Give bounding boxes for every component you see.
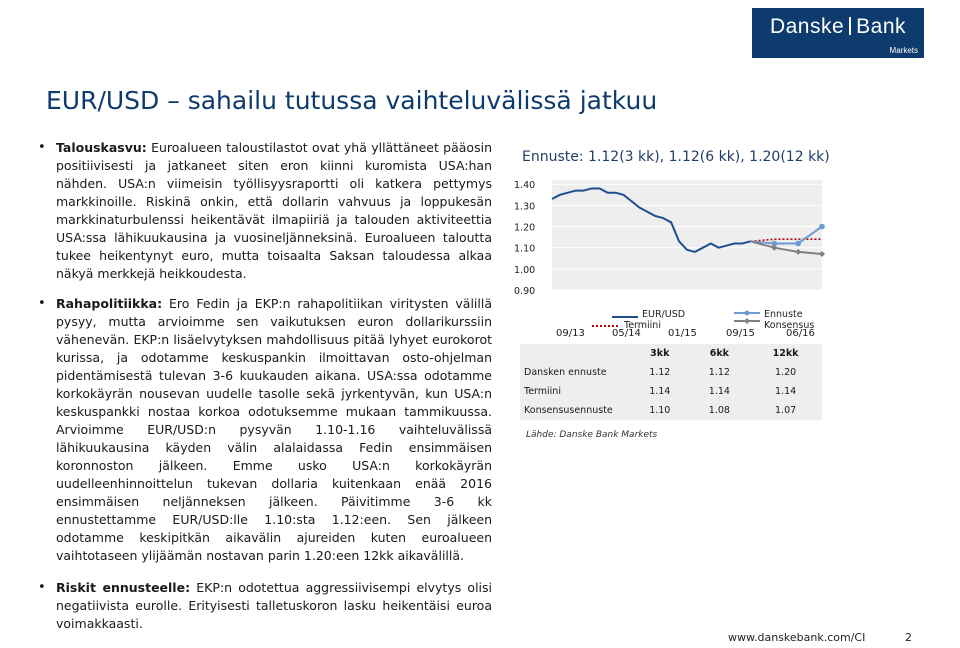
y-tick-label: 1.40 xyxy=(514,180,536,192)
chart-heading: Ennuste: 1.12(3 kk), 1.12(6 kk), 1.20(12 kk) xyxy=(522,149,830,165)
table-header-cell: 3kk xyxy=(650,348,670,359)
x-tick-label: 09/13 xyxy=(556,328,585,339)
table-cell: 1.12 xyxy=(708,367,730,378)
plot-area xyxy=(552,180,822,290)
y-tick-label: 0.90 xyxy=(514,286,536,297)
x-tick-label: 06/16 xyxy=(786,328,815,339)
table-header-cell xyxy=(520,344,630,363)
table-cell: 1.10 xyxy=(649,405,671,416)
series-point xyxy=(819,224,825,230)
logo-subtitle: Markets xyxy=(889,46,918,55)
bullet-risks xyxy=(38,579,492,633)
table-row xyxy=(520,363,822,382)
table-header-row xyxy=(520,344,822,363)
table-cell: 1.12 xyxy=(649,367,671,378)
logo-name-left: Danske xyxy=(769,15,845,38)
bullet-monetary xyxy=(38,295,492,565)
bullet-growth-text: Euroalueen taloustilastot ovat yhä yllättäneet pääosin positiivisesti ja jatkaneet siten eron kiinni kuromista USA:han nähden. USA:n viimeisin työllisyysraportti oli katkera pettymys markkinoille. Riskinä onkin, että dollarin vahvuus ja loppukesän markkinaturbulenssi heikentävät ilmapiiriä ja talouden aktiviteettia USA:ssa lähikuukausina ja vuosineljänneksinä. Euroalueen taloutta tukee heikentynyt euro, mutta toisaalta Saksan taloudessa alkaa näkyä merkkejä heikkoudesta. xyxy=(56,140,492,281)
page-title: EUR/USD – sahailu tutussa vaihteluvälissä jatkuu xyxy=(46,86,658,115)
bullet-growth-label: Talouskasvu: xyxy=(56,140,147,155)
legend-label: EUR/USD xyxy=(642,309,686,320)
table-cell: 1.08 xyxy=(708,405,730,416)
table-cell: 1.14 xyxy=(649,386,671,397)
table-cell: 1.14 xyxy=(708,386,730,397)
legend-label: Konsensus xyxy=(764,320,815,331)
legend-label: Termiini xyxy=(624,320,661,331)
table-header-cell: 12kk xyxy=(772,348,799,359)
logo-name-right: Bank xyxy=(856,15,907,38)
chart-source: Lähde: Danske Bank Markets xyxy=(526,430,658,440)
footer-link[interactable]: www.danskebank.com/CI xyxy=(728,631,866,644)
bullet-risks-text: EKP:n odotettua aggressiivisempi elvytys olisi negatiivista eurolle. Erityisesti talletuskoron lasku heikentäisi euroa voimakkaasti. xyxy=(56,580,492,631)
table-cell: Termiini xyxy=(524,386,561,397)
page-number: 2 xyxy=(905,631,912,644)
logo-separator xyxy=(849,17,851,35)
table-cell: 1.20 xyxy=(775,367,797,378)
forecast-table xyxy=(520,344,822,420)
y-tick-label: 1.00 xyxy=(514,264,536,276)
table-cell: Dansken ennuste xyxy=(524,367,607,378)
logo-wordmark xyxy=(752,15,924,39)
y-tick-label: 1.30 xyxy=(514,201,536,213)
eurusd-chart xyxy=(512,178,830,343)
x-tick-label: 05/14 xyxy=(612,328,641,339)
table-cell: Konsensusennuste xyxy=(524,405,613,416)
table-cell: 1.07 xyxy=(775,405,797,416)
table-cell: 1.14 xyxy=(775,386,797,397)
y-tick-label: 1.20 xyxy=(514,222,536,234)
series-point xyxy=(795,241,801,247)
bullet-monetary-text: Ero Fedin ja EKP:n rahapolitiikan viritysten välillä pysyy, mutta arvioimme sen vaikutuksen euron dollarikurssiin vähenevän. EKP:n lisäelvytyksen mahdollisuus pitää lyhyet eurokorot kurissa, ja odotamme keskuspankin ilmoittavan osto-ohjelman pidentämisestä tulevan 3-6 kuukauden aikana. USA:ssa odotamme korkokäyrän nousevan uudelle tasolle sekä jyrkentyvän, kun USA:n keskuspankki nostaa korkoa odotuksemme mukaan tammikuussa. Arvioimme EUR/USD:n pysyvän 1.10-1.16 vaihteluvälissä lähikuukausina käyden välin alalaidassa Fedin ensimmäisen koronnoston jälkeen. Emme usko USA:n korkokäyrän uudelleenhinnoittelun tukevan dollaria kuitenkaan enää 2016 ensimmäisen neljänneksen jälkeen. Päivitimme 3-6 kk ennustettamme EUR/USD:lle 1.10:sta 1.12:een. Sen jälkeen odotamme keskipitkän aikavälin ajureiden kuten euroalueen vaihtotaseen ylijäämän nostavan parin 1.20:een 12kk aikavälillä. xyxy=(56,296,492,563)
x-tick-label: 01/15 xyxy=(668,328,697,339)
legend-marker xyxy=(745,311,750,316)
bullet-growth xyxy=(38,139,492,283)
table-row xyxy=(520,382,822,401)
legend-label: Ennuste xyxy=(764,309,803,320)
bullet-monetary-label: Rahapolitiikka: xyxy=(56,296,163,311)
table-header-cell: 6kk xyxy=(709,348,729,359)
legend-marker xyxy=(744,318,750,324)
bullet-list xyxy=(38,139,492,633)
bullet-risks-label: Riskit ennusteelle: xyxy=(56,580,191,595)
y-tick-label: 1.10 xyxy=(514,243,536,255)
danske-bank-logo xyxy=(752,8,924,58)
table-row xyxy=(520,401,822,420)
x-tick-label: 09/15 xyxy=(726,328,755,339)
